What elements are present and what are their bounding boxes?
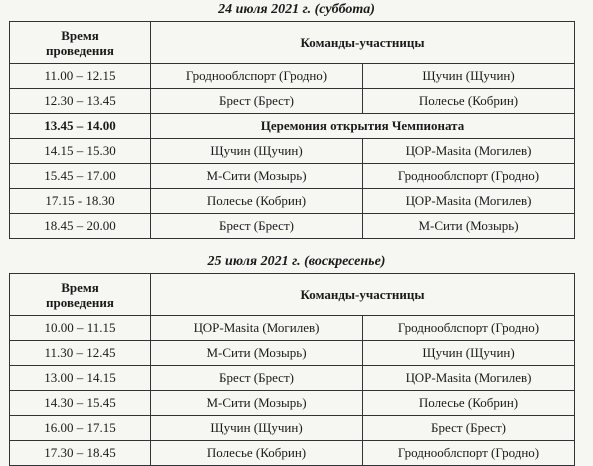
table-row <box>10 316 575 341</box>
table-row <box>10 341 575 366</box>
time-cell: 15.45 – 17.00 <box>10 164 151 189</box>
team2-cell: М-Сити (Мозырь) <box>363 214 575 239</box>
teams-column-header: Команды-участницы <box>151 274 575 316</box>
ceremony-row <box>10 114 575 139</box>
team2-cell: ЦОР-Masita (Могилев) <box>363 139 575 164</box>
team2-cell: Гроднооблспорт (Гродно) <box>363 316 575 341</box>
time-header-line1: Время <box>61 27 99 43</box>
team2-cell: Полесье (Кобрин) <box>363 391 575 416</box>
team1-cell: Брест (Брест) <box>151 214 363 239</box>
team1-cell: Брест (Брест) <box>151 89 363 114</box>
day2-schedule-table <box>9 273 575 466</box>
table-row <box>10 366 575 391</box>
team2-cell: Гроднооблспорт (Гродно) <box>363 441 575 466</box>
team2-cell: ЦОР-Masita (Могилев) <box>363 189 575 214</box>
table-row <box>10 139 575 164</box>
table-row <box>10 189 575 214</box>
table-header-row <box>10 22 575 64</box>
table-row <box>10 214 575 239</box>
team2-cell: ЦОР-Masita (Могилев) <box>363 366 575 391</box>
time-header-line2: проведения <box>46 42 114 58</box>
team2-cell: Брест (Брест) <box>363 416 575 441</box>
table-row <box>10 64 575 89</box>
time-cell: 16.00 – 17.15 <box>10 416 151 441</box>
time-cell: 14.15 – 15.30 <box>10 139 151 164</box>
team2-cell: Щучин (Щучин) <box>363 341 575 366</box>
table-header-row <box>10 274 575 316</box>
table-row <box>10 391 575 416</box>
team1-cell: М-Сити (Мозырь) <box>151 341 363 366</box>
team1-cell: Полесье (Кобрин) <box>151 189 363 214</box>
time-cell: 17.30 – 18.45 <box>10 441 151 466</box>
table-row <box>10 89 575 114</box>
time-header-line2: проведения <box>46 294 114 310</box>
time-cell: 11.00 – 12.15 <box>10 64 151 89</box>
team1-cell: Гроднооблспорт (Гродно) <box>151 64 363 89</box>
time-cell: 14.30 – 15.45 <box>10 391 151 416</box>
ceremony-cell: Церемония открытия Чемпионата <box>151 114 575 139</box>
table-row <box>10 416 575 441</box>
team1-cell: М-Сити (Мозырь) <box>151 164 363 189</box>
time-cell: 12.30 – 13.45 <box>10 89 151 114</box>
team1-cell: М-Сити (Мозырь) <box>151 391 363 416</box>
time-cell: 10.00 – 11.15 <box>10 316 151 341</box>
time-cell: 11.30 – 12.45 <box>10 341 151 366</box>
team2-cell: Щучин (Щучин) <box>363 64 575 89</box>
time-column-header <box>10 22 151 64</box>
team1-cell: Щучин (Щучин) <box>151 416 363 441</box>
time-cell: 13.00 – 14.15 <box>10 366 151 391</box>
table-row <box>10 164 575 189</box>
team1-cell: Щучин (Щучин) <box>151 139 363 164</box>
team2-cell: Гроднооблспорт (Гродно) <box>363 164 575 189</box>
team1-cell: ЦОР-Masita (Могилев) <box>151 316 363 341</box>
time-cell: 13.45 – 14.00 <box>10 114 151 139</box>
team1-cell: Брест (Брест) <box>151 366 363 391</box>
day1-title: 24 июля 2021 г. (суббота) <box>218 2 375 17</box>
day1-schedule-table <box>9 21 575 239</box>
teams-column-header: Команды-участницы <box>151 22 575 64</box>
team2-cell: Полесье (Кобрин) <box>363 89 575 114</box>
time-cell: 17.15 - 18.30 <box>10 189 151 214</box>
team1-cell: Полесье (Кобрин) <box>151 441 363 466</box>
time-header-line1: Время <box>61 279 99 295</box>
time-cell: 18.45 – 20.00 <box>10 214 151 239</box>
time-column-header <box>10 274 151 316</box>
day2-title: 25 июля 2021 г. (воскресенье) <box>207 254 386 269</box>
table-row <box>10 441 575 466</box>
